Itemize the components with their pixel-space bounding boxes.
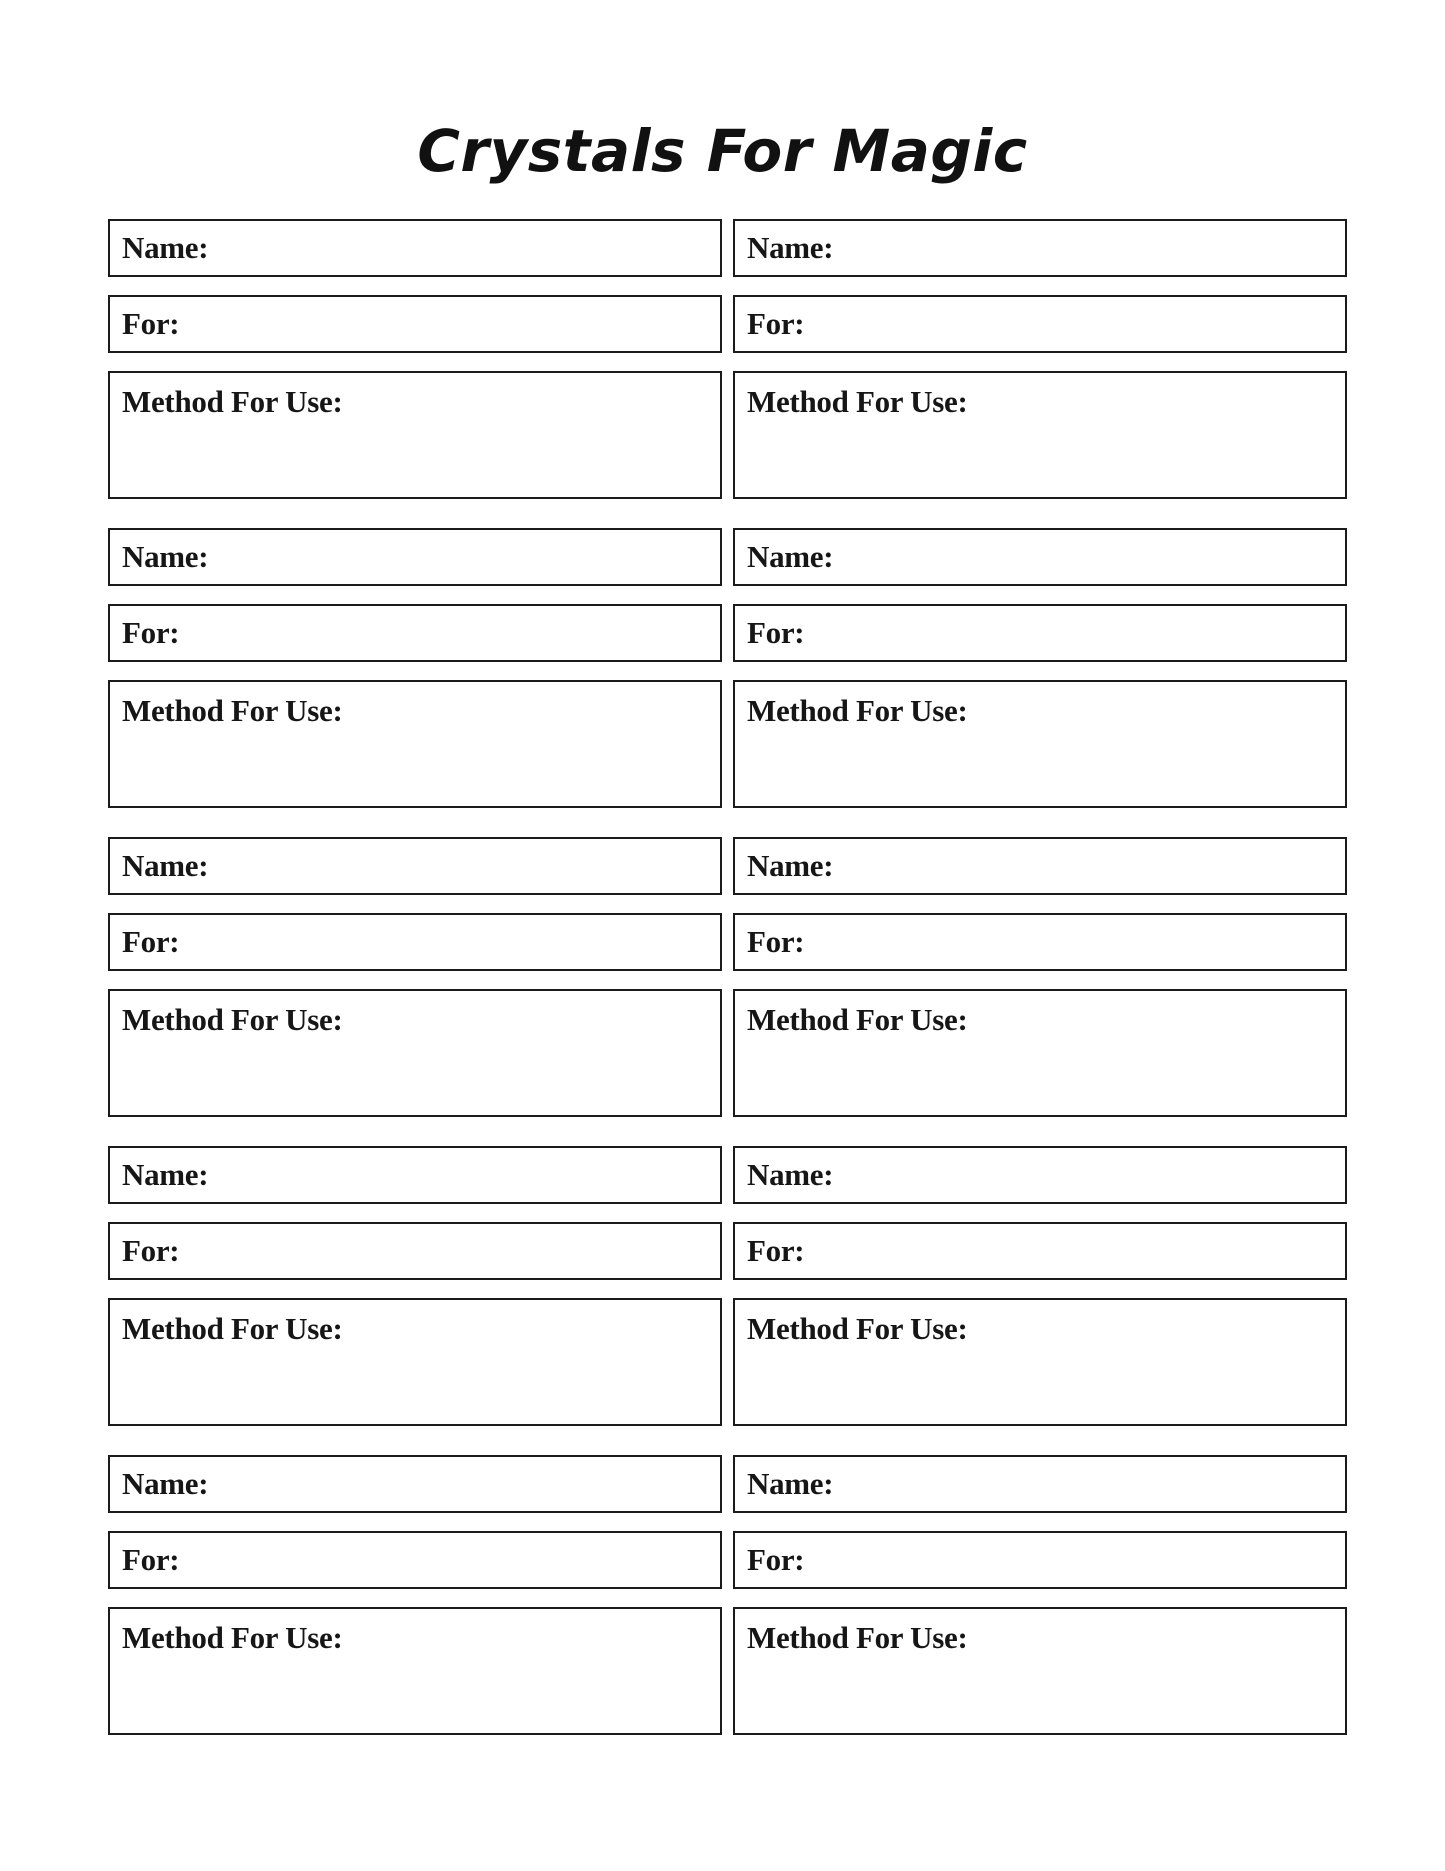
crystal-entries-grid	[108, 219, 1347, 1735]
method-label: Method For Use:	[122, 693, 343, 728]
crystal-entry-card	[733, 219, 1347, 499]
method-field-box	[733, 989, 1347, 1117]
method-field-box	[108, 371, 722, 499]
crystal-entry-card	[108, 837, 722, 1117]
for-label: For:	[747, 923, 805, 959]
for-field-box	[108, 1531, 722, 1589]
method-label: Method For Use:	[747, 1311, 968, 1346]
crystal-entry-card	[108, 219, 722, 499]
for-field-box	[733, 1222, 1347, 1280]
for-field-box	[733, 295, 1347, 353]
name-field-box	[108, 528, 722, 586]
method-label: Method For Use:	[747, 384, 968, 419]
name-field-box	[733, 837, 1347, 895]
name-field-box	[108, 1146, 722, 1204]
method-label: Method For Use:	[122, 384, 343, 419]
method-label: Method For Use:	[122, 1002, 343, 1037]
method-label: Method For Use:	[747, 1002, 968, 1037]
name-label: Name:	[747, 229, 834, 265]
for-label: For:	[122, 1232, 180, 1268]
for-field-box	[733, 913, 1347, 971]
name-label: Name:	[747, 1465, 834, 1501]
method-label: Method For Use:	[747, 1620, 968, 1655]
for-label: For:	[747, 305, 805, 341]
name-field-box	[108, 837, 722, 895]
for-field-box	[108, 913, 722, 971]
name-field-box	[733, 1455, 1347, 1513]
method-label: Method For Use:	[122, 1620, 343, 1655]
for-field-box	[108, 604, 722, 662]
crystal-entry-card	[108, 1455, 722, 1735]
for-field-box	[108, 295, 722, 353]
for-label: For:	[122, 923, 180, 959]
method-field-box	[733, 1298, 1347, 1426]
crystal-entry-card	[108, 1146, 722, 1426]
name-label: Name:	[747, 538, 834, 574]
name-field-box	[733, 528, 1347, 586]
for-label: For:	[747, 1232, 805, 1268]
crystal-entry-card	[733, 1146, 1347, 1426]
crystal-entry-card	[733, 837, 1347, 1117]
method-label: Method For Use:	[747, 693, 968, 728]
name-label: Name:	[122, 847, 209, 883]
for-field-box	[733, 604, 1347, 662]
name-field-box	[108, 219, 722, 277]
name-field-box	[733, 1146, 1347, 1204]
method-field-box	[733, 680, 1347, 808]
name-label: Name:	[747, 1156, 834, 1192]
name-label: Name:	[122, 1465, 209, 1501]
name-field-box	[108, 1455, 722, 1513]
method-field-box	[733, 371, 1347, 499]
method-field-box	[108, 680, 722, 808]
name-label: Name:	[122, 229, 209, 265]
method-field-box	[108, 1607, 722, 1735]
crystal-entry-card	[108, 528, 722, 808]
method-field-box	[108, 989, 722, 1117]
name-label: Name:	[747, 847, 834, 883]
for-field-box	[733, 1531, 1347, 1589]
method-label: Method For Use:	[122, 1311, 343, 1346]
crystal-entry-card	[733, 1455, 1347, 1735]
method-field-box	[108, 1298, 722, 1426]
for-label: For:	[747, 614, 805, 650]
for-label: For:	[122, 614, 180, 650]
method-field-box	[733, 1607, 1347, 1735]
for-label: For:	[122, 305, 180, 341]
for-field-box	[108, 1222, 722, 1280]
page-title: Crystals For Magic	[417, 117, 1028, 185]
for-label: For:	[122, 1541, 180, 1577]
name-label: Name:	[122, 1156, 209, 1192]
name-field-box	[733, 219, 1347, 277]
for-label: For:	[747, 1541, 805, 1577]
name-label: Name:	[122, 538, 209, 574]
crystal-entry-card	[733, 528, 1347, 808]
